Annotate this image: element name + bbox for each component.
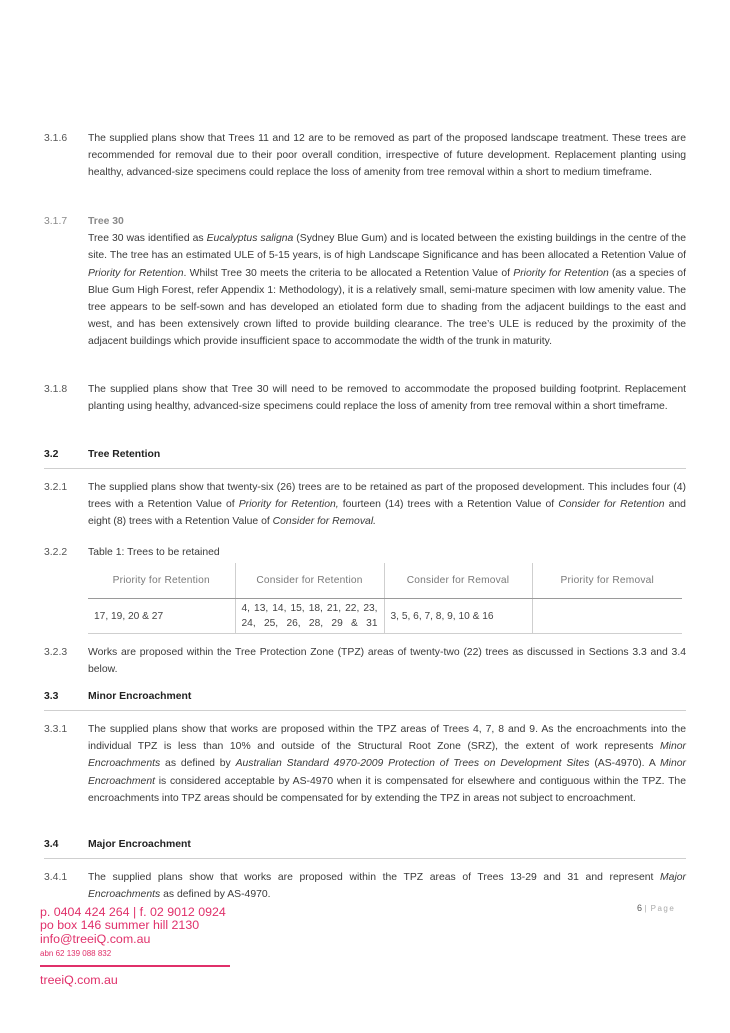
text-run: fourteen (14) trees with a Retention Value of (338, 499, 559, 511)
retention-value: Priority for Retention (513, 267, 609, 279)
clause-number: 3.2.3 (44, 647, 68, 658)
section-title: Minor Encroachment (88, 691, 192, 702)
page-separator: | (644, 904, 649, 913)
clause-number: 3.3.1 (44, 724, 68, 735)
text-run: is considered acceptable by AS-4970 when it is compensated for elsewhere and contiguous within the TPZ. The encroachments into TPZ areas should be compensated for by extending the TPZ in areas not subject to encroachment. (88, 775, 686, 804)
species-name: Eucalyptus saligna (206, 233, 294, 245)
column-header: Consider for Retention (235, 563, 384, 599)
section-title: Major Encroachment (88, 839, 191, 850)
standard-name: Australian Standard 4970-2009 Protection of Trees on Development Sites (235, 758, 590, 770)
term: Minor Encroachment (88, 758, 687, 787)
footer-abn: abn 62 139 088 832 (40, 949, 112, 959)
column-header: Consider for Removal (384, 563, 532, 599)
clause-text: The supplied plans show that Tree 30 will need to be removed to accommodate the proposed building footprint. Replacement planting using healthy, advanced-size specimens could replace the loss of amenity from tree removal within a short timeframe. (88, 384, 686, 413)
footer-address: po box 146 summer hill 2130 (40, 918, 200, 933)
clause-number: 3.4.1 (44, 872, 68, 883)
clause-text (88, 213, 686, 351)
text-run: (as a species of Blue Gum High Forest, refer Appendix 1: Methodology), it is a relatively small, semi-mature specimen with low amenity value. The tree appears to be self-sown and has developed an etiolated form due to shading from the adjacent buildings to the east and west, and has been extensively crown lifted to provide building clearance. The tree’s ULE is reduced by the proximity of the adjacent buildings which provide insufficient space to accommodate the width of the trunk in maturity. (88, 267, 686, 348)
text-run: The supplied plans show that works are proposed within the TPZ areas of Trees 13-29 and 31 and represent (88, 872, 661, 883)
page-number (637, 903, 675, 913)
text-run: The supplied plans show that twenty-six (26) trees are to be retained as part of the proposed development. This includes four (4) trees with a Retention Value of (88, 482, 686, 511)
table-row (88, 599, 682, 634)
table-caption: Table 1: Trees to be retained (88, 547, 220, 558)
footer-contact (40, 906, 230, 987)
term: Minor Encroachments (88, 741, 686, 770)
section-divider (44, 710, 686, 711)
text-run: (AS-4970). A (589, 758, 661, 770)
section-number: 3.3 (44, 691, 59, 702)
clause-text (88, 869, 686, 903)
text-run: as defined by AS-4970. (160, 889, 271, 901)
clause-text (88, 721, 686, 807)
trees-retained-table (88, 563, 682, 634)
clause-number: 3.1.8 (44, 384, 68, 395)
footer-phone: p. 0404 424 264 | f. 02 9012 0924 (40, 905, 226, 919)
text-run: Tree 30 was identified as (88, 233, 207, 245)
page-label: Page (650, 904, 676, 913)
retention-value: Consider for Retention (558, 499, 665, 511)
clause-number: 3.2.1 (44, 482, 68, 493)
table-header-row (88, 563, 682, 599)
table-cell: 17, 19, 20 & 27 (88, 599, 235, 634)
column-header: Priority for Removal (532, 563, 682, 599)
section-divider (44, 468, 686, 469)
footer-website-link[interactable]: treeiQ.com.au (40, 972, 118, 987)
footer-divider (40, 965, 230, 967)
page-number-value: 6 (637, 903, 643, 913)
retention-value: Priority for Retention (88, 267, 184, 279)
footer-email[interactable]: info@treeiQ.com.au (40, 931, 151, 946)
section-divider (44, 858, 686, 859)
table-cell: 4, 13, 14, 15, 18, 21, 22, 23, 24, 25, 26, 28, 29 & 31 (235, 599, 384, 634)
section-number: 3.4 (44, 839, 59, 850)
text-run: and eight (8) trees with a Retention Value of (88, 499, 686, 528)
retention-value: Priority for Retention, (238, 499, 339, 511)
term: Major Encroachments (88, 872, 686, 901)
text-run: as defined by (160, 758, 236, 770)
clause-text (88, 479, 686, 531)
table-cell: 3, 5, 6, 7, 8, 9, 10 & 16 (384, 599, 532, 634)
section-number: 3.2 (44, 449, 59, 460)
section-title: Tree Retention (88, 449, 161, 460)
column-header: Priority for Retention (88, 563, 235, 599)
retention-value: Consider for Removal. (272, 516, 377, 528)
clause-number: 3.1.7 (44, 216, 68, 227)
clause-number: 3.1.6 (44, 133, 68, 144)
clause-text: The supplied plans show that Trees 11 and 12 are to be removed as part of the proposed landscape treatment. These trees are recommended for removal due to their poor overall condition, irrespective of future development. Replacement planting using healthy, advanced-size specimens could replace the loss of amenity from tree removal within a short to medium timeframe. (88, 133, 686, 179)
text-run: The supplied plans show that works are proposed within the TPZ areas of Trees 4, 7, 8 and 9. As the encroachments into the individual TPZ is less than 10% and outside of the Structural Root Zone (SRZ), the extent of work represents (88, 724, 686, 753)
table-cell (532, 599, 682, 634)
text-run: (Sydney Blue Gum) and is located between the existing buildings in the centre of the site. The tree has an estimated ULE of 5-15 years, is of high Landscape Significance and has been allocated a Retention Value of (88, 233, 686, 262)
text-run: . Whilst Tree 30 meets the criteria to be allocated a Retention Value of (183, 267, 514, 279)
clause-number: 3.2.2 (44, 547, 68, 558)
clause-text: Works are proposed within the Tree Protection Zone (TPZ) areas of twenty-two (22) trees as discussed in Sections 3.3 and 3.4 below. (88, 647, 686, 676)
subheading: Tree 30 (88, 216, 124, 227)
